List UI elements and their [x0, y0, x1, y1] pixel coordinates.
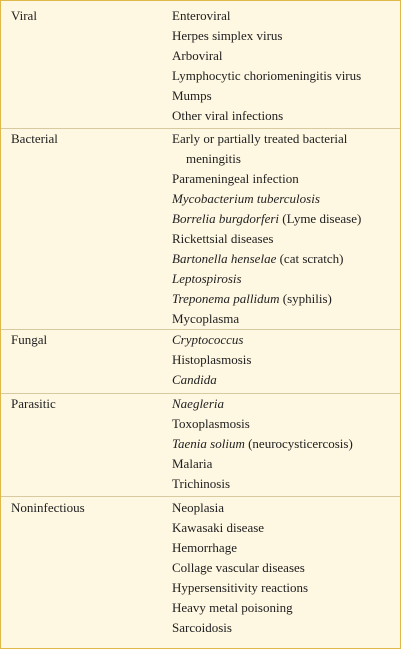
list-item: Toxoplasmosis: [172, 416, 250, 431]
category-label: Fungal: [11, 332, 48, 347]
list-item: Hemorrhage: [172, 540, 237, 555]
list-item: Leptospirosis: [172, 271, 242, 286]
list-item: Enteroviral: [172, 8, 231, 23]
list-item: Other viral infections: [172, 108, 284, 123]
list-item: Trichinosis: [172, 476, 231, 491]
list-item: Naegleria: [172, 396, 224, 411]
list-item: Candida: [172, 372, 217, 387]
list-item: Kawasaki disease: [172, 520, 265, 535]
list-item: Arboviral: [172, 48, 223, 63]
list-item: Malaria: [172, 456, 213, 471]
item-list: [172, 330, 396, 390]
list-item: Parameningeal infection: [172, 171, 299, 186]
category-label: Viral: [11, 8, 37, 23]
list-item: Rickettsial diseases: [172, 231, 274, 246]
list-item: Mycoplasma: [172, 311, 240, 326]
list-item: Sarcoidosis: [172, 620, 232, 635]
list-item: Mumps: [172, 88, 212, 103]
list-item: Herpes simplex virus: [172, 28, 283, 43]
row-divider: [1, 496, 400, 497]
list-item: Bartonella henselae (cat scratch): [172, 251, 344, 266]
list-item: Borrelia burgdorferi (Lyme disease): [172, 211, 362, 226]
item-list: [172, 129, 396, 329]
list-item: Taenia solium (neurocysticercosis): [172, 436, 353, 451]
item-list: [172, 6, 396, 126]
list-item: Neoplasia: [172, 500, 224, 515]
item-list: [172, 498, 396, 638]
list-item: Histoplasmosis: [172, 352, 252, 367]
list-item: Mycobacterium tuberculosis: [172, 191, 320, 206]
list-item: Treponema pallidum (syphilis): [172, 291, 332, 306]
list-item: Hypersensitivity reactions: [172, 580, 309, 595]
category-label: Noninfectious: [11, 500, 85, 515]
list-item: Heavy metal poisoning: [172, 600, 293, 615]
list-item: Early or partially treated bacterial meningitis: [172, 131, 348, 166]
list-item: Cryptococcus: [172, 332, 244, 347]
category-label: Parasitic: [11, 396, 56, 411]
category-label: Bacterial: [11, 131, 58, 146]
item-list: [172, 394, 396, 494]
list-item: Lymphocytic choriomeningitis virus: [172, 68, 362, 83]
list-item: Collage vascular diseases: [172, 560, 305, 575]
